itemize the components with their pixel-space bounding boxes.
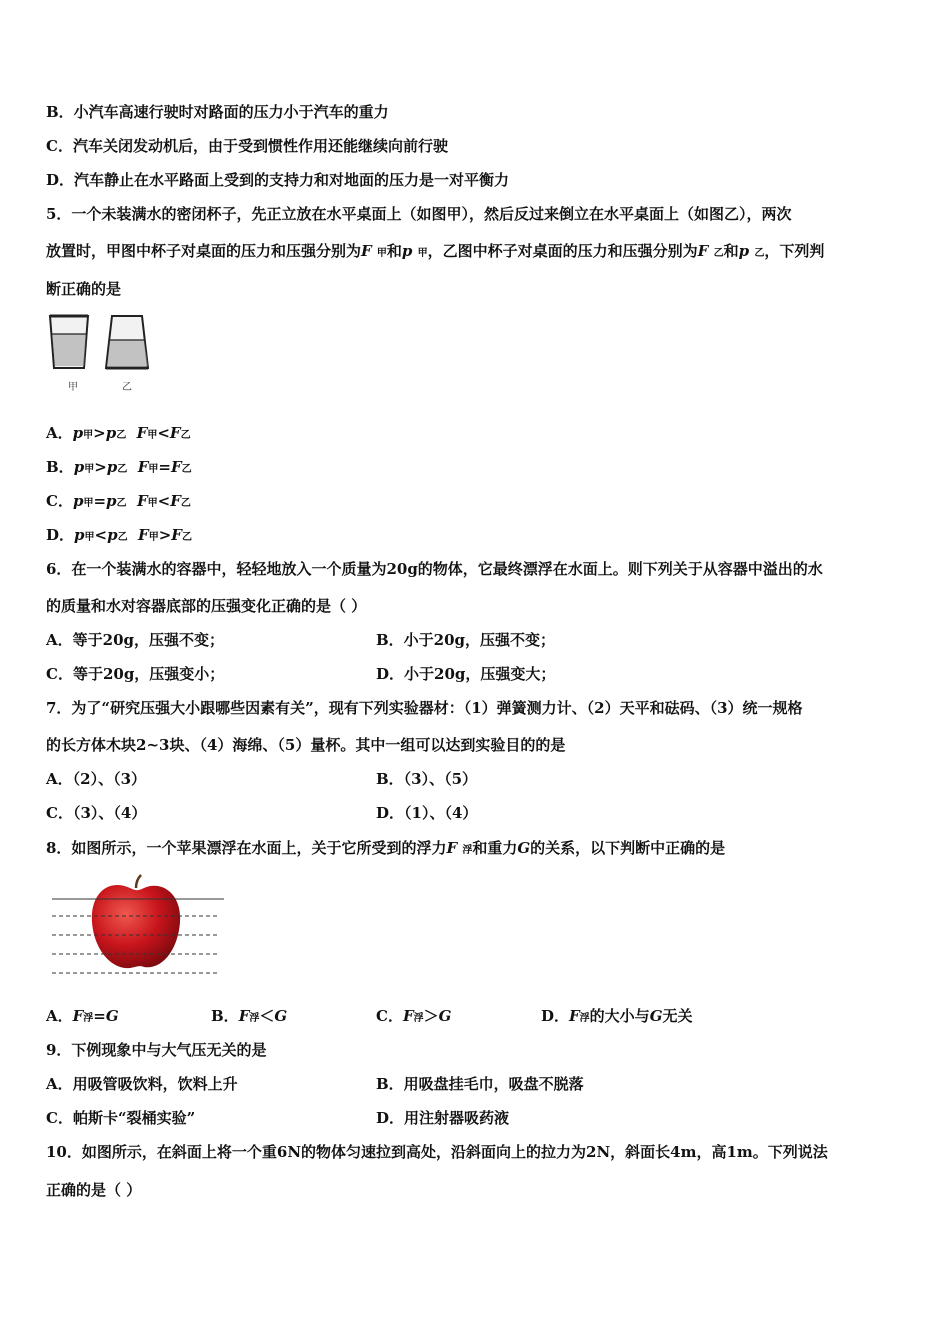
fig-label-jia: 甲 (68, 382, 78, 393)
q6-stem-line1: 6．在一个装满水的容器中，轻轻地放入一个质量为20g的物体，它最终漂浮在水面上。则下列关于从容器中溢出的水 (46, 560, 823, 578)
sym-g: G (274, 1007, 288, 1025)
sym-f: F (446, 839, 458, 857)
sub-jia: 甲 (376, 248, 387, 259)
option-label: D． (541, 1007, 570, 1025)
sub-jia: 甲 (147, 498, 158, 509)
q5-text: 和 (386, 242, 402, 260)
q7-option-d: D．（1）、（4） (376, 804, 478, 822)
sym-p: p (74, 526, 85, 544)
sym-f: F (136, 424, 148, 442)
sub-fu: 浮 (83, 1013, 94, 1024)
sub-jia: 甲 (84, 464, 95, 475)
q5-text: 放置时，甲图中杯子对桌面的压力和压强分别为 (46, 242, 362, 260)
q5-option-d (46, 525, 192, 548)
q8-text: 和重力 (472, 839, 518, 857)
q7-option-a: A．（2）、（3） (46, 770, 147, 788)
sym-g: G (438, 1007, 452, 1025)
option-label: C． (46, 492, 73, 510)
option-label: A． (46, 424, 73, 442)
rel: = (93, 492, 107, 510)
sym-f: F (72, 1007, 84, 1025)
q8-option-c (376, 1006, 451, 1029)
sub-yi: 乙 (754, 248, 765, 259)
sym-g: G (649, 1007, 663, 1025)
q7-option-b: B．（3）、（5） (376, 770, 478, 788)
q5-stem-line1: 5．一个未装满水的密闭杯子，先正立放在水平桌面上（如图甲），然后反过来倒立在水平桌面上（如图乙），两次 (46, 205, 792, 223)
sub-fu: 浮 (413, 1013, 424, 1024)
sym-p: p (106, 492, 117, 510)
rel: = (93, 1007, 106, 1025)
q7-stem-line1: 7．为了“研究压强大小跟哪些因素有关”，现有下列实验器材：（1）弹簧测力计、（2）天平和砝码、（3）统一规格 (46, 699, 803, 717)
q4-option-c: C．汽车关闭发动机后，由于受到惯性作用还能继续向前行驶 (46, 137, 448, 155)
rel: ＜ (259, 1007, 275, 1025)
sym-g: G (105, 1007, 119, 1025)
sym-p: p (107, 526, 118, 544)
option-label: B． (46, 458, 74, 476)
q9-option-a: A．用吸管吸饮料，饮料上升 (46, 1075, 238, 1093)
sym-f: F (238, 1007, 250, 1025)
q8-figure (50, 874, 226, 978)
q5-option-b (46, 457, 192, 480)
sub-yi: 乙 (181, 532, 192, 543)
q5-text: 和 (723, 242, 739, 260)
rel: < (157, 424, 170, 442)
sub-jia: 甲 (148, 464, 159, 475)
q4-option-d: D．汽车静止在水平路面上受到的支持力和对地面的压力是一对平衡力 (46, 171, 510, 189)
q6-option-c: C．等于20g，压强变小； (46, 665, 225, 683)
q5-figure (46, 310, 156, 395)
sub-yi: 乙 (117, 532, 128, 543)
sym-p: p (401, 242, 413, 260)
sym-p: p (72, 424, 84, 442)
q5-option-c (46, 491, 191, 514)
option-label: C． (376, 1007, 403, 1025)
q8-text: 的关系，以下判断中正确的是 (530, 839, 726, 857)
sym-p: p (72, 492, 84, 510)
rel: < (94, 526, 108, 544)
sym-f: F (697, 242, 709, 260)
rel: > (94, 458, 107, 476)
sub-yi: 乙 (116, 430, 127, 441)
q7-option-c: C．（3）、（4） (46, 804, 147, 822)
q8-text: 8．如图所示，一个苹果漂浮在水面上，关于它所受到的浮力 (46, 839, 447, 857)
fig-label-yi: 乙 (122, 382, 132, 393)
sub-yi: 乙 (180, 498, 191, 509)
sym-f: F (402, 1007, 414, 1025)
sub-jia: 甲 (417, 248, 428, 259)
sub-yi: 乙 (116, 498, 127, 509)
sub-yi: 乙 (117, 464, 128, 475)
q10-stem-line1: 10．如图所示，在斜面上将一个重6N的物体匀速拉到高处，沿斜面向上的拉力为2N，斜面长4m，高1m。下列说法 (46, 1143, 828, 1161)
rel: = (158, 458, 171, 476)
q8-option-d (541, 1006, 693, 1029)
sym-p: p (105, 424, 117, 442)
cups-illustration (46, 310, 156, 395)
sym-p: p (738, 242, 750, 260)
q10-stem-line2: 正确的是（ ） (46, 1181, 142, 1199)
rel: > (158, 526, 172, 544)
q8-stem-line1 (46, 838, 725, 861)
sym-f: F (137, 458, 149, 476)
q8-option-b (211, 1006, 287, 1029)
q5-option-a (46, 423, 191, 446)
q6-option-b: B．小于20g，压强不变； (376, 631, 556, 649)
sym-g: G (517, 839, 531, 857)
sub-yi: 乙 (181, 464, 192, 475)
rel: < (157, 492, 171, 510)
sym-f: F (569, 1007, 580, 1025)
q6-option-a: A．等于20g，压强不变； (46, 631, 225, 649)
q8-option-a (46, 1006, 119, 1029)
sub-yi: 乙 (180, 430, 191, 441)
q9-option-c: C．帕斯卡“裂桶实验” (46, 1109, 196, 1127)
rel: > (93, 424, 106, 442)
q5-text: ，乙图中杯子对桌面的压力和压强分别为 (427, 242, 698, 260)
q7-stem-line2: 的长方体木块2~3块、（4）海绵、（5）量杯。其中一组可以达到实验目的的是 (46, 736, 566, 754)
q4-option-b: B．小汽车高速行驶时对路面的压力小于汽车的重力 (46, 103, 389, 121)
q8-text: 无关 (662, 1007, 693, 1025)
sub-fu: 浮 (462, 845, 473, 856)
q8-text: 的大小与 (589, 1007, 650, 1025)
q6-stem-line2: 的质量和水对容器底部的压强变化正确的是（ ） (46, 597, 367, 615)
sub-jia: 甲 (83, 498, 94, 509)
option-label: A． (46, 1007, 73, 1025)
q9-option-d: D．用注射器吸药液 (376, 1109, 510, 1127)
sym-p: p (73, 458, 85, 476)
sub-yi: 乙 (713, 248, 724, 259)
sym-p: p (106, 458, 118, 476)
q5-text: ，下列判 (764, 242, 825, 260)
sub-jia: 甲 (148, 532, 159, 543)
sub-jia: 甲 (84, 532, 95, 543)
sym-f: F (170, 492, 181, 510)
rel: ＞ (423, 1007, 439, 1025)
apple-illustration (50, 874, 226, 978)
q5-stem-line2 (46, 241, 824, 264)
q5-stem-line3: 断正确的是 (46, 280, 122, 298)
sym-f: F (138, 526, 149, 544)
sub-jia: 甲 (83, 430, 94, 441)
sub-fu: 浮 (579, 1013, 590, 1024)
sym-f: F (136, 492, 148, 510)
q9-option-b: B．用吸盘挂毛巾，吸盘不脱落 (376, 1075, 584, 1093)
sym-f: F (171, 526, 182, 544)
option-label: B． (211, 1007, 239, 1025)
sym-f: F (361, 242, 372, 260)
q6-option-d: D．小于20g，压强变大； (376, 665, 556, 683)
sym-f: F (170, 458, 182, 476)
sub-fu: 浮 (249, 1013, 260, 1024)
option-label: D． (46, 526, 75, 544)
sym-f: F (169, 424, 181, 442)
sub-jia: 甲 (147, 430, 158, 441)
q9-stem-line1: 9．下例现象中与大气压无关的是 (46, 1041, 267, 1059)
